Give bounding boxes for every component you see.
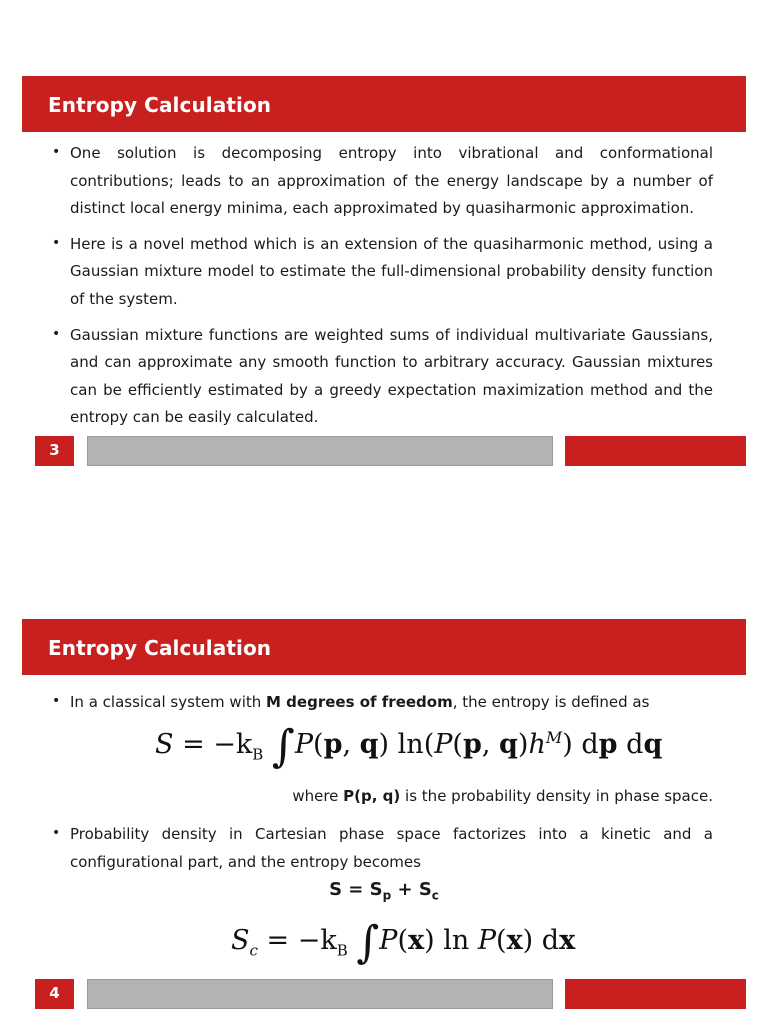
bullet-bold-text: M degrees of freedom [266, 693, 453, 711]
footer-red-bar [565, 979, 746, 1009]
math-symbol: P [294, 729, 314, 760]
math-symbol: P [379, 925, 398, 956]
bullet-list [52, 821, 713, 876]
where-text: where [292, 787, 344, 805]
footer-gray-bar [87, 979, 553, 1009]
math-symbol: = −k [266, 925, 337, 956]
footer-red-bar [565, 436, 746, 466]
slide-title-bar [22, 76, 746, 132]
integral-symbol: ∫ [271, 721, 295, 772]
math-subscript: B [252, 745, 264, 764]
slide-title: Entropy Calculation [48, 93, 272, 117]
slide-4 [0, 543, 768, 1024]
bullet-item: • Here is a novel method which is an extension of the quasiharmonic method, using a Gaussian mixture model to estimate the full-dimensional probability density function of the system. [52, 231, 713, 314]
math-symbol: S [155, 729, 174, 760]
math-symbol: q [499, 729, 518, 760]
entropy-sum-equation [0, 879, 768, 903]
math-symbol: h [528, 729, 546, 760]
math-symbol: P [477, 925, 497, 956]
slide-title-bar [22, 619, 746, 675]
math-symbol: q [359, 729, 379, 760]
bullet-list [52, 689, 713, 717]
math-symbol: x [559, 925, 576, 956]
bullet-item: • One solution is decomposing entropy into vibrational and conformational contributions; leads to an approximation of the energy landscape by a number of distinct local energy minima, each approximated by quasiharmonic approximation. [52, 140, 713, 223]
footer-gray-bar [87, 436, 553, 466]
math-symbol: P [434, 729, 453, 760]
math-symbol: ln [397, 729, 424, 760]
math-symbol: S [231, 925, 250, 956]
math-symbol: d [626, 729, 644, 760]
math-subscript: c [431, 888, 439, 903]
math-subscript: p [382, 888, 392, 903]
bullet-item: • Probability density in Cartesian phase space factorizes into a kinetic and a configurational part, and the entropy becomes [52, 821, 713, 876]
slide-title: Entropy Calculation [48, 636, 272, 660]
configurational-entropy-equation: $S_c = -k_B$ ∫P(x) ln P(x) dx [231, 917, 576, 968]
where-text: is the probability density in phase space. [400, 787, 713, 805]
bullet-list [52, 140, 713, 432]
math-symbol: p [462, 729, 482, 760]
math-symbol: d [541, 925, 560, 956]
slide-footer [0, 979, 768, 1009]
page-number: 4 [35, 979, 74, 1009]
math-symbol: p [598, 729, 618, 760]
where-line [292, 787, 713, 805]
math-symbol: x [506, 925, 523, 956]
math-symbol: q [643, 729, 663, 760]
slide-footer [0, 436, 768, 466]
math-superscript: M [545, 728, 563, 747]
math-symbol: ln [443, 925, 470, 956]
math-symbol: S = S [329, 879, 383, 900]
math-symbol: + S [391, 879, 432, 900]
bullet-text: In a classical system with [70, 693, 267, 711]
bullet-item: • Gaussian mixture functions are weighted sums of individual multivariate Gaussians, and can approximate any smooth function to arbitrary accuracy. Gaussian mixtures can be efficiently estimated by a greedy expectation maximization method and the entropy can be easily calculated. [52, 322, 713, 432]
math-symbol: p [323, 729, 343, 760]
where-bold-text: P(p, q) [343, 787, 401, 805]
math-subscript: B [336, 941, 348, 960]
bullet-text: , the entropy is defined as [452, 693, 650, 711]
integral-symbol: ∫ [356, 917, 380, 968]
math-symbol: x [407, 925, 425, 956]
entropy-equation: $S = -k_B$ ∫P(p, q) ln(P(p, $q)h^M$) dp dq [155, 721, 663, 772]
math-subscript: c [249, 941, 258, 960]
bullet-item [52, 689, 713, 717]
math-symbol: d [581, 729, 599, 760]
page-number: 3 [35, 436, 74, 466]
math-symbol: = −k [182, 729, 253, 760]
